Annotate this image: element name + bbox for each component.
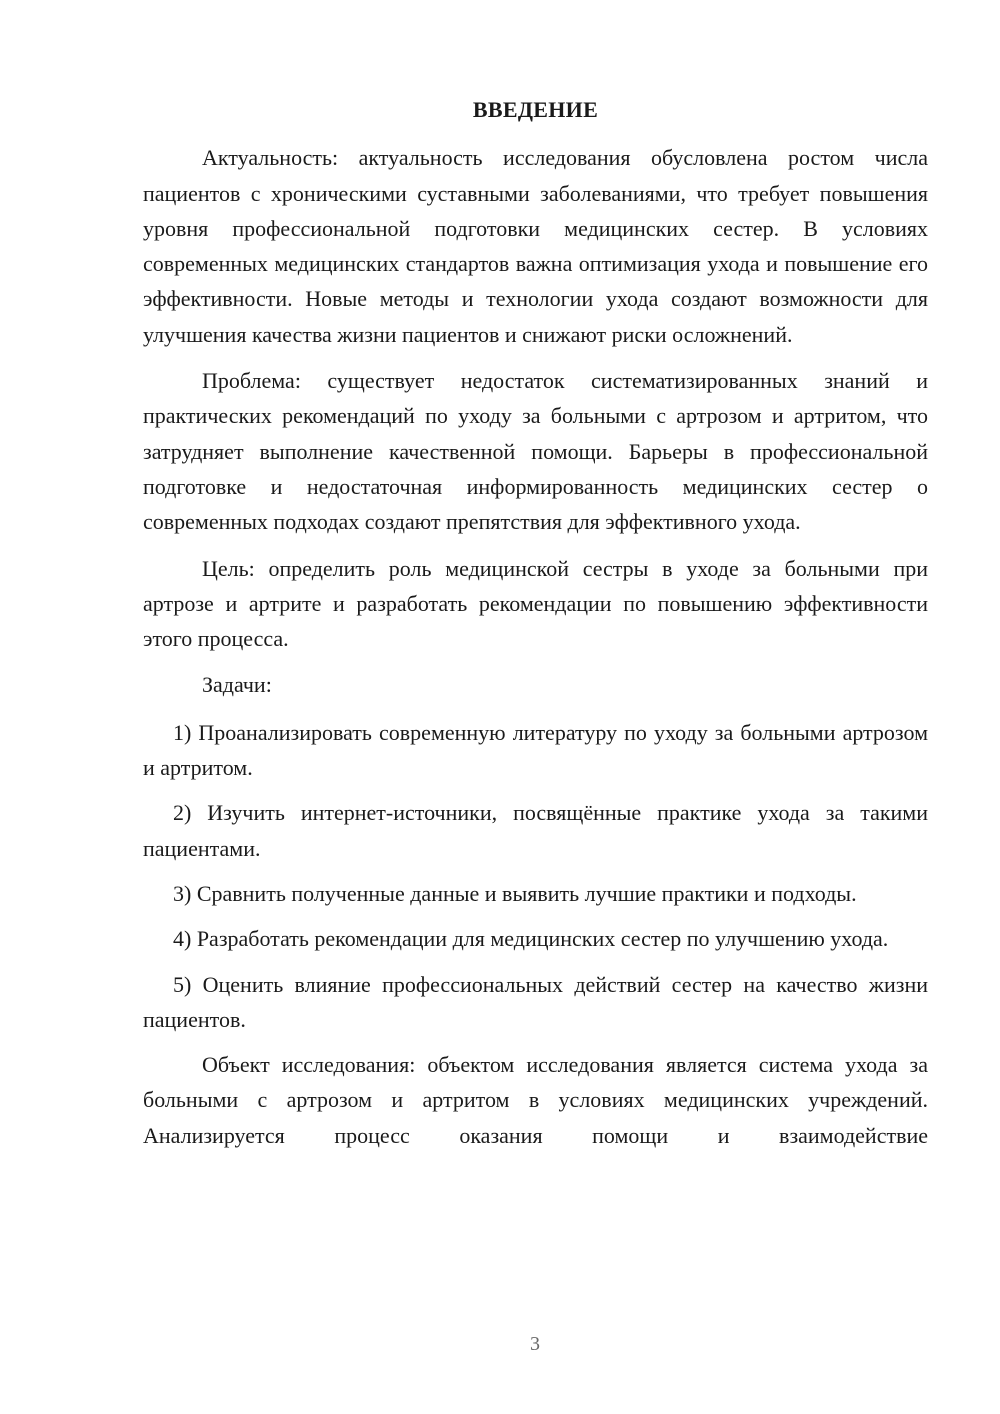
task-item-1: 1) Проанализировать современную литературу по уходу за больными артрозом и артритом. [143, 719, 928, 781]
page-number: 3 [530, 1333, 540, 1355]
page-content [143, 92, 928, 1164]
paragraph-research-object: Объект исследования: объектом исследования является система ухода за больными с артрозом и артритом в условиях медицинских учреждений. Анализируется процесс оказания помощи и взаимодействие [143, 1052, 928, 1148]
task-item-4: 4) Разработать рекомендации для медицинских сестер по улучшению ухода. [173, 926, 889, 952]
task-item-2: 2) Изучить интернет-источники, посвящённые практике ухода за такими пациентами. [143, 800, 928, 861]
task-item-5: 5) Оценить влияние профессиональных действий сестер на качество жизни пациентов. [143, 971, 928, 1032]
paragraph-relevance: Актуальность: актуальность исследования обусловлена ростом числа пациентов с хроническими суставными заболеваниями, что требует повышения уровня профессиональной подготовки медицинских сестер. В условиях современных медицинских стандартов важна оптимизация ухода и повышение его эффективности. Новые методы и технологии ухода создают возможности для улучшения качества жизни пациентов и снижают риски осложнений. [143, 145, 928, 347]
section-title: ВВЕДЕНИЕ [472, 97, 599, 122]
task-item-3: 3) Сравнить полученные данные и выявить лучшие практики и подходы. [173, 880, 857, 906]
paragraph-problem: Проблема: существует недостаток систематизированных знаний и практических рекомендаций по уходу за больными с артрозом и артритом, что затрудняет выполнение качественной помощи. Барьеры в профессиональной подготовке и недостаточная информированность медицинских сестер о современных подходах создают препятствия для эффективного ухода. [143, 368, 928, 535]
tasks-heading: Задачи: [202, 672, 272, 698]
paragraph-goal: Цель: определить роль медицинской сестры в уходе за больными при артрозе и артрите и разработать рекомендации по повышению эффективности этого процесса. [143, 555, 928, 652]
